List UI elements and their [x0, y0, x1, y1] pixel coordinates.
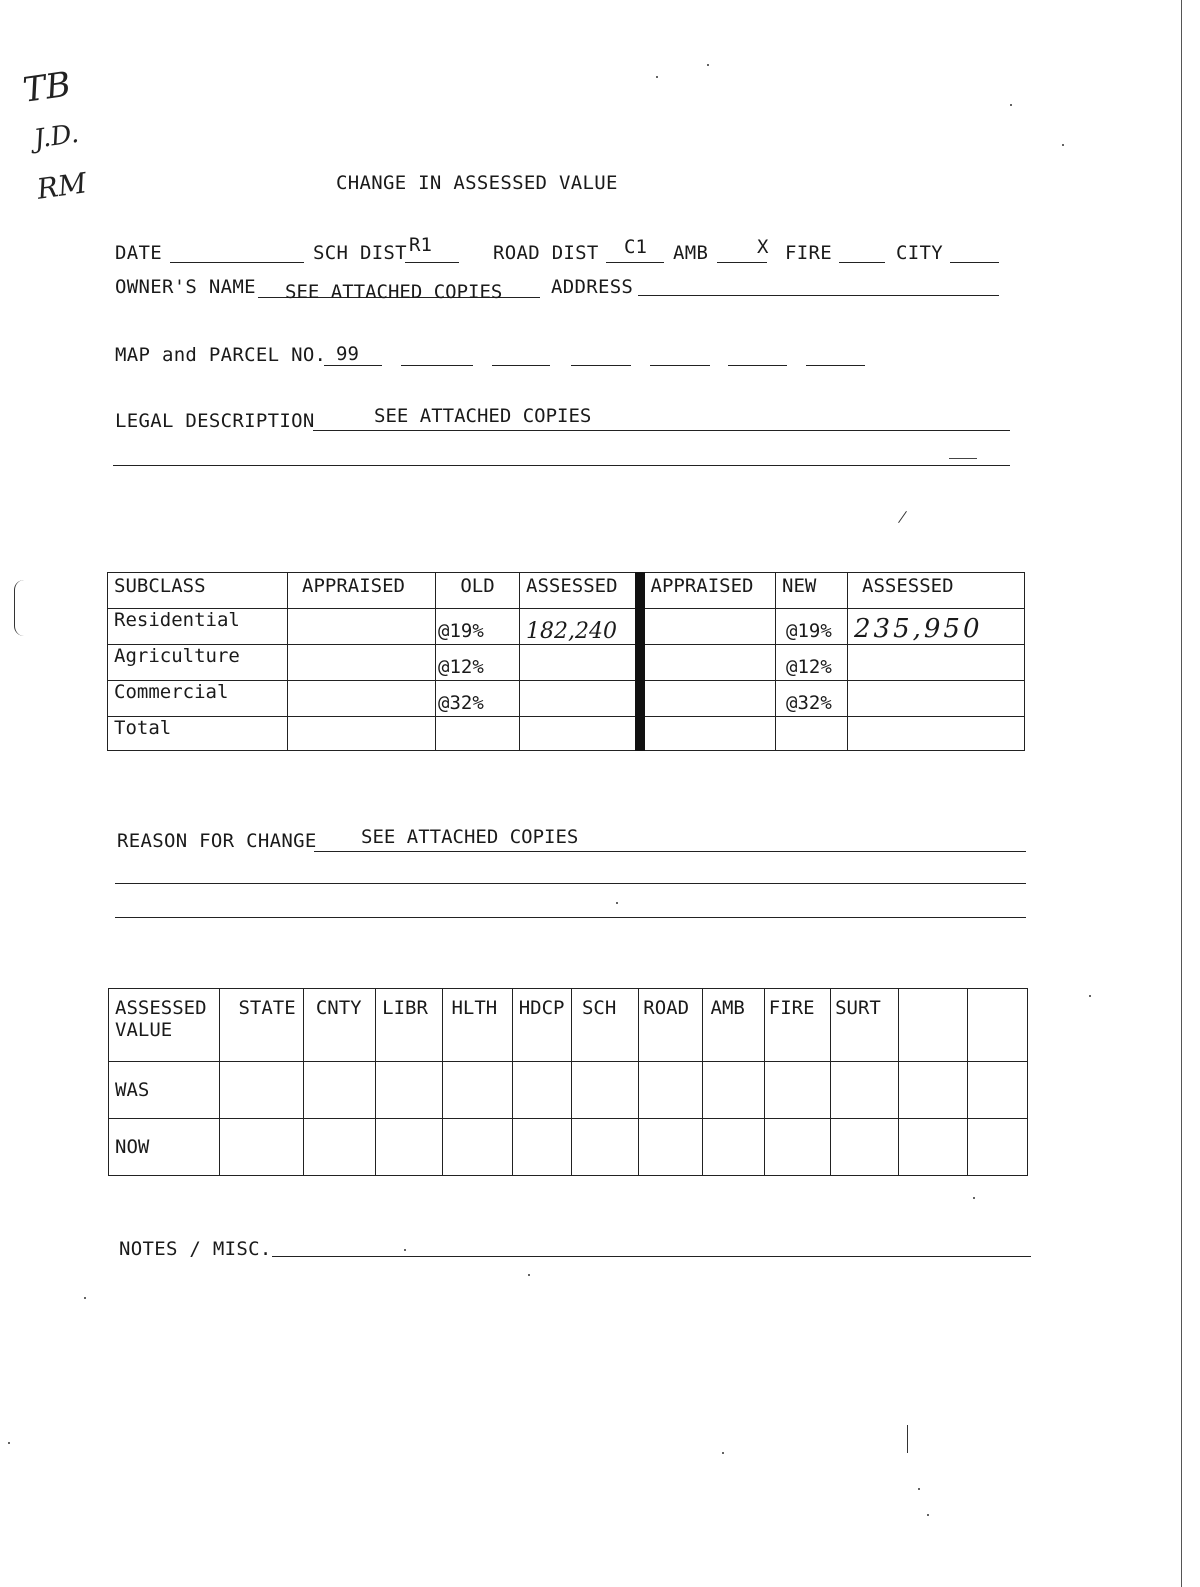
- old-rate-cell: @19%: [436, 609, 520, 645]
- subclass-name: Total: [108, 717, 288, 751]
- speck: [973, 1197, 975, 1199]
- subclass-name: Residential: [108, 609, 288, 645]
- old-assessed-cell[interactable]: [520, 681, 640, 717]
- new-appraised-header: APPRAISED: [640, 573, 776, 609]
- old-rate-cell: @32%: [436, 681, 520, 717]
- old-assessed-cell[interactable]: [520, 645, 640, 681]
- map-parcel-value-1: 99: [336, 343, 359, 365]
- stray-vertical-mark: [907, 1425, 908, 1453]
- was-row: [109, 1062, 1028, 1119]
- now-amb-cell[interactable]: [702, 1119, 764, 1176]
- reason-for-change-label: REASON FOR CHANGE: [117, 830, 317, 852]
- stray-dash-mark: [949, 458, 977, 459]
- map-parcel-field-1[interactable]: [324, 365, 382, 366]
- blank-header-2: [967, 989, 1027, 1062]
- was-sch-cell[interactable]: [571, 1062, 638, 1119]
- margin-initial-2: J.D.: [32, 118, 81, 155]
- new-rate-cell: @19%: [776, 609, 848, 645]
- reason-for-change-field-line-3[interactable]: [115, 917, 1026, 918]
- now-hdcp-cell[interactable]: [512, 1119, 571, 1176]
- now-label: NOW: [109, 1119, 220, 1176]
- was-road-cell[interactable]: [639, 1062, 702, 1119]
- now-hlth-cell[interactable]: [443, 1119, 512, 1176]
- was-surt-cell[interactable]: [831, 1062, 899, 1119]
- speck: [1062, 144, 1064, 146]
- was-state-cell[interactable]: [220, 1062, 303, 1119]
- legal-description-field[interactable]: [313, 430, 1010, 431]
- address-field[interactable]: [638, 295, 999, 296]
- was-blank-cell-2[interactable]: [967, 1062, 1027, 1119]
- blank-header-1: [899, 989, 967, 1062]
- now-surt-cell[interactable]: [831, 1119, 899, 1176]
- now-blank-cell-2[interactable]: [967, 1119, 1027, 1176]
- new-assessed-cell[interactable]: [848, 645, 1025, 681]
- reason-for-change-field-line-2[interactable]: [115, 883, 1026, 884]
- amb-header: AMB: [702, 989, 764, 1062]
- stray-bracket-mark: [14, 580, 25, 636]
- fire-field[interactable]: [839, 262, 885, 263]
- subclass-header: SUBCLASS: [108, 573, 288, 609]
- subclass-row-commercial: [108, 681, 1025, 717]
- map-parcel-field-6[interactable]: [728, 365, 787, 366]
- road-dist-label: ROAD DIST: [493, 242, 599, 264]
- notes-field[interactable]: [272, 1256, 1031, 1257]
- map-parcel-field-3[interactable]: [492, 365, 550, 366]
- margin-initial-3: RM: [34, 166, 89, 206]
- owner-name-label: OWNER'S NAME: [115, 276, 256, 298]
- old-appraised-header: APPRAISED: [288, 573, 436, 609]
- road-header: ROAD: [639, 989, 702, 1062]
- old-appraised-cell[interactable]: [288, 717, 436, 751]
- new-assessed-cell[interactable]: [848, 717, 1025, 751]
- was-amb-cell[interactable]: [702, 1062, 764, 1119]
- reason-for-change-field[interactable]: [314, 851, 1026, 852]
- now-road-cell[interactable]: [639, 1119, 702, 1176]
- new-rate-cell: @32%: [776, 681, 848, 717]
- fire-label: FIRE: [785, 242, 832, 264]
- city-field[interactable]: [950, 262, 999, 263]
- now-state-cell[interactable]: [220, 1119, 303, 1176]
- sch-header: SCH: [571, 989, 638, 1062]
- assessed-value-header: ASSESSED VALUE: [109, 989, 220, 1062]
- speck: [528, 1274, 530, 1276]
- new-assessed-cell[interactable]: [848, 681, 1025, 717]
- new-header: NEW: [776, 573, 848, 609]
- now-cnty-cell[interactable]: [303, 1119, 375, 1176]
- surt-header: SURT: [831, 989, 899, 1062]
- new-rate-cell: @12%: [776, 645, 848, 681]
- legal-description-value: SEE ATTACHED COPIES: [374, 405, 592, 427]
- amb-label: AMB: [673, 242, 709, 264]
- date-field[interactable]: [170, 262, 304, 263]
- was-blank-cell-1[interactable]: [899, 1062, 967, 1119]
- sch-dist-label: SCH DIST: [313, 242, 407, 264]
- now-row: [109, 1119, 1028, 1176]
- map-parcel-field-2[interactable]: [401, 365, 473, 366]
- address-label: ADDRESS: [551, 276, 634, 298]
- subclass-row-agriculture: [108, 645, 1025, 681]
- now-blank-cell-1[interactable]: [899, 1119, 967, 1176]
- state-header: STATE: [220, 989, 303, 1062]
- old-appraised-cell[interactable]: [288, 609, 436, 645]
- libr-header: LIBR: [376, 989, 443, 1062]
- old-assessed-cell[interactable]: 182,240: [520, 609, 640, 645]
- road-dist-field[interactable]: [606, 262, 664, 263]
- assessed-value-table: [108, 988, 1028, 1176]
- was-libr-cell[interactable]: [376, 1062, 443, 1119]
- legal-description-field-line-2[interactable]: [113, 465, 1010, 466]
- was-cnty-cell[interactable]: [303, 1062, 375, 1119]
- was-hlth-cell[interactable]: [443, 1062, 512, 1119]
- date-label: DATE: [115, 242, 162, 264]
- subclass-name: Agriculture: [108, 645, 288, 681]
- margin-initial-1: TB: [20, 64, 74, 111]
- now-fire-cell[interactable]: [764, 1119, 830, 1176]
- new-appraised-cell[interactable]: [640, 681, 776, 717]
- stray-tick-mark: [898, 511, 907, 523]
- old-rate-cell: @12%: [436, 645, 520, 681]
- speck: [1010, 104, 1012, 106]
- assessed-value-header-row: [109, 989, 1028, 1062]
- form-title: CHANGE IN ASSESSED VALUE: [336, 172, 618, 194]
- amb-field[interactable]: [717, 262, 767, 263]
- was-hdcp-cell[interactable]: [512, 1062, 571, 1119]
- speck: [918, 1488, 920, 1490]
- speck: [656, 76, 658, 78]
- cnty-header: CNTY: [303, 989, 375, 1062]
- speck: [722, 1452, 724, 1454]
- notes-label: NOTES / MISC.: [119, 1238, 272, 1260]
- city-label: CITY: [896, 242, 943, 264]
- sch-dist-field[interactable]: [405, 262, 459, 263]
- map-parcel-field-5[interactable]: [650, 365, 710, 366]
- was-fire-cell[interactable]: [764, 1062, 830, 1119]
- now-sch-cell[interactable]: [571, 1119, 638, 1176]
- map-parcel-field-4[interactable]: [571, 365, 631, 366]
- old-header: OLD: [436, 573, 520, 609]
- speck: [404, 1249, 406, 1251]
- speck: [84, 1297, 86, 1299]
- subclass-table: [107, 572, 1025, 751]
- map-parcel-label: MAP and PARCEL NO.: [115, 344, 327, 366]
- now-libr-cell[interactable]: [376, 1119, 443, 1176]
- new-appraised-cell[interactable]: [640, 609, 776, 645]
- hdcp-header: HDCP: [512, 989, 571, 1062]
- hlth-header: HLTH: [443, 989, 512, 1062]
- legal-description-label: LEGAL DESCRIPTION: [115, 410, 315, 432]
- margin-annotation: [20, 59, 90, 214]
- old-assessed-cell[interactable]: [520, 717, 640, 751]
- speck: [1089, 995, 1091, 997]
- old-rate-cell: [436, 717, 520, 751]
- amb-value: X: [757, 236, 769, 258]
- new-assessed-cell[interactable]: 235,950: [848, 609, 1025, 645]
- subclass-header-row: [108, 573, 1025, 609]
- subclass-row-total: [108, 717, 1025, 751]
- speck: [616, 902, 618, 904]
- speck: [927, 1514, 929, 1516]
- subclass-row-residential: [108, 609, 1025, 645]
- new-appraised-cell[interactable]: [640, 645, 776, 681]
- sch-dist-value: R1: [409, 234, 432, 256]
- old-appraised-cell[interactable]: [288, 645, 436, 681]
- new-assessed-header: ASSESSED: [848, 573, 1025, 609]
- page-edge: [1181, 0, 1182, 1587]
- reason-for-change-value: SEE ATTACHED COPIES: [361, 826, 579, 848]
- road-dist-value: C1: [624, 236, 647, 258]
- was-label: WAS: [109, 1062, 220, 1119]
- speck: [707, 64, 709, 66]
- new-appraised-cell[interactable]: [640, 717, 776, 751]
- old-assessed-header: ASSESSED: [520, 573, 640, 609]
- map-parcel-field-7[interactable]: [806, 365, 865, 366]
- old-appraised-cell[interactable]: [288, 681, 436, 717]
- speck: [8, 1442, 10, 1444]
- subclass-name: Commercial: [108, 681, 288, 717]
- new-rate-cell: [776, 717, 848, 751]
- owner-name-value: SEE ATTACHED COPIES: [285, 281, 503, 303]
- fire-header: FIRE: [764, 989, 830, 1062]
